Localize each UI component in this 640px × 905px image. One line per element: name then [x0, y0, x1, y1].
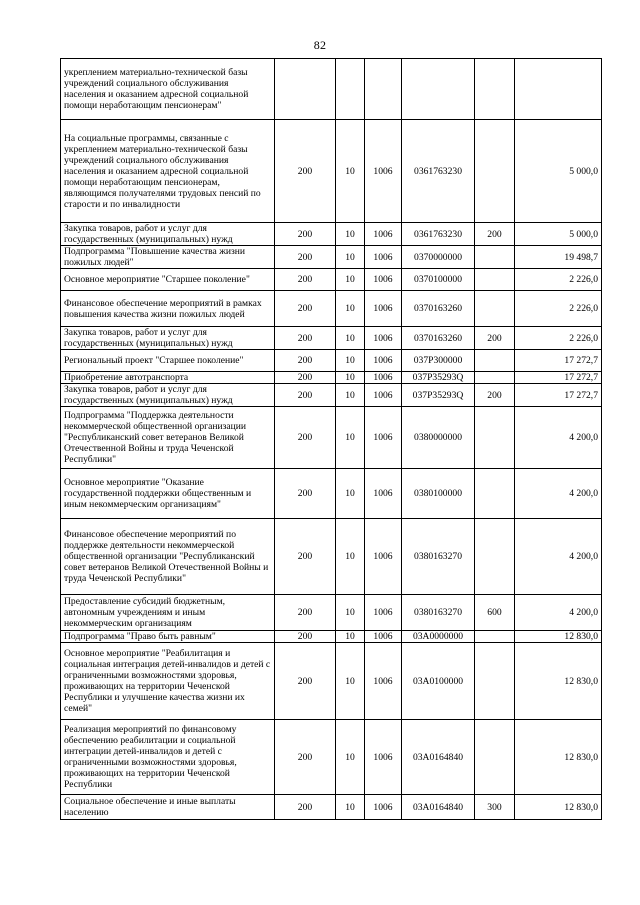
table-row: [61, 291, 602, 327]
cell-amount: 2 226,0: [515, 291, 602, 327]
cell-target-article: 0361763230: [402, 120, 475, 223]
cell-ministry-code: 200: [275, 327, 336, 350]
cell-section: 10: [336, 407, 365, 469]
cell-expense-type: [475, 469, 515, 519]
cell-ministry-code: 200: [275, 643, 336, 720]
cell-target-article: 0380000000: [402, 407, 475, 469]
cell-ministry-code: 200: [275, 407, 336, 469]
cell-section: [336, 59, 365, 120]
cell-subsection: [365, 59, 402, 120]
cell-expense-type: 200: [475, 223, 515, 246]
table-row: [61, 350, 602, 372]
cell-amount: 19 498,7: [515, 246, 602, 269]
cell-section: 10: [336, 269, 365, 291]
cell-section: 10: [336, 384, 365, 407]
cell-expense-type: [475, 246, 515, 269]
cell-subsection: 1006: [365, 720, 402, 795]
cell-subsection: 1006: [365, 327, 402, 350]
cell-ministry-code: 200: [275, 795, 336, 820]
cell-expense-type: 600: [475, 595, 515, 631]
cell-target-article: [402, 59, 475, 120]
table-row: [61, 384, 602, 407]
page-number: 82: [313, 38, 327, 52]
row-description: Подпрограмма "Право быть равным": [61, 631, 275, 643]
cell-expense-type: 200: [475, 384, 515, 407]
cell-target-article: 0370163260: [402, 327, 475, 350]
row-description: Закупка товаров, работ и услуг для государственных (муниципальных) нужд: [61, 223, 275, 246]
cell-section: 10: [336, 223, 365, 246]
row-description: Закупка товаров, работ и услуг для государственных (муниципальных) нужд: [61, 327, 275, 350]
cell-section: 10: [336, 795, 365, 820]
cell-amount: 12 830,0: [515, 720, 602, 795]
cell-amount: 17 272,7: [515, 350, 602, 372]
cell-ministry-code: 200: [275, 372, 336, 384]
cell-section: 10: [336, 720, 365, 795]
cell-expense-type: [475, 643, 515, 720]
table-row: [61, 643, 602, 720]
cell-amount: 4 200,0: [515, 519, 602, 595]
cell-expense-type: [475, 631, 515, 643]
cell-subsection: 1006: [365, 595, 402, 631]
cell-ministry-code: 200: [275, 350, 336, 372]
cell-subsection: 1006: [365, 350, 402, 372]
cell-amount: 12 830,0: [515, 643, 602, 720]
cell-ministry-code: 200: [275, 595, 336, 631]
cell-section: 10: [336, 291, 365, 327]
row-description: Региональный проект "Старшее поколение": [61, 350, 275, 372]
cell-ministry-code: 200: [275, 384, 336, 407]
cell-section: 10: [336, 120, 365, 223]
cell-subsection: 1006: [365, 269, 402, 291]
table-row: [61, 469, 602, 519]
cell-ministry-code: 200: [275, 519, 336, 595]
cell-amount: 2 226,0: [515, 269, 602, 291]
cell-ministry-code: 200: [275, 469, 336, 519]
cell-expense-type: [475, 120, 515, 223]
cell-subsection: 1006: [365, 223, 402, 246]
row-description: укреплением материально-технической базы учреждений социального обслуживания населения и оказанием адресной социальной помощи неработающим пенсионерам": [61, 59, 275, 120]
budget-table-body: [61, 59, 602, 820]
row-description: Социальное обеспечение и иные выплаты населению: [61, 795, 275, 820]
row-description: Приобретение автотранспорта: [61, 372, 275, 384]
row-description: Основное мероприятие "Старшее поколение": [61, 269, 275, 291]
table-row: [61, 246, 602, 269]
table-row: [61, 59, 602, 120]
cell-amount: 4 200,0: [515, 595, 602, 631]
cell-subsection: 1006: [365, 643, 402, 720]
cell-target-article: 0370100000: [402, 269, 475, 291]
cell-target-article: 037Р35293Q: [402, 384, 475, 407]
table-row: [61, 631, 602, 643]
cell-amount: [515, 59, 602, 120]
cell-expense-type: [475, 372, 515, 384]
row-description: Подпрограмма "Поддержка деятельности некоммерческой общественной организации "Республиканский совет ветеранов Великой Отечественной Войны и труда Чеченской Республики": [61, 407, 275, 469]
cell-subsection: 1006: [365, 372, 402, 384]
row-description: На социальные программы, связанные с укреплением материально-технической базы учреждений социального обслуживания населения и оказанием адресной социальной помощи неработающим пенсионерам, являющимся получателями трудовых пенсий по старости и по инвалидности: [61, 120, 275, 223]
row-description: Финансовое обеспечение мероприятий по поддержке деятельности некоммерческой общественной организации "Республиканский совет ветеранов Великой Отечественной Войны и труда Чеченской Республики": [61, 519, 275, 595]
row-description: Основное мероприятие "Реабилитация и социальная интеграция детей-инвалидов и детей с ограниченными возможностями здоровья, проживающих на территории Чеченской Республики и улучшение качества жизни их семей": [61, 643, 275, 720]
cell-section: 10: [336, 327, 365, 350]
cell-section: 10: [336, 595, 365, 631]
cell-subsection: 1006: [365, 519, 402, 595]
cell-target-article: 0370163260: [402, 291, 475, 327]
cell-amount: 12 830,0: [515, 631, 602, 643]
row-description: Предоставление субсидий бюджетным, автономным учреждениям и иным некоммерческим организациям: [61, 595, 275, 631]
cell-section: 10: [336, 372, 365, 384]
cell-section: 10: [336, 246, 365, 269]
table-row: [61, 519, 602, 595]
cell-expense-type: 200: [475, 327, 515, 350]
cell-target-article: 0380163270: [402, 595, 475, 631]
cell-expense-type: [475, 519, 515, 595]
cell-expense-type: 300: [475, 795, 515, 820]
table-row: [61, 223, 602, 246]
cell-subsection: 1006: [365, 384, 402, 407]
cell-amount: 5 000,0: [515, 120, 602, 223]
cell-ministry-code: [275, 59, 336, 120]
cell-ministry-code: 200: [275, 223, 336, 246]
cell-subsection: 1006: [365, 120, 402, 223]
cell-amount: 17 272,7: [515, 384, 602, 407]
cell-amount: 2 226,0: [515, 327, 602, 350]
row-description: Реализация мероприятий по финансовому обеспечению реабилитации и социальной интеграции детей-инвалидов и детей с ограниченными возможностями здоровья, проживающих на территории Чеченской Республики: [61, 720, 275, 795]
cell-subsection: 1006: [365, 246, 402, 269]
table-row: [61, 407, 602, 469]
table-row: [61, 269, 602, 291]
cell-section: 10: [336, 643, 365, 720]
cell-ministry-code: 200: [275, 120, 336, 223]
cell-subsection: 1006: [365, 407, 402, 469]
cell-ministry-code: 200: [275, 720, 336, 795]
table-row: [61, 327, 602, 350]
table-row: [61, 372, 602, 384]
row-description: Основное мероприятие "Оказание государственной поддержки общественным и иным некоммерческим организациям": [61, 469, 275, 519]
cell-amount: 4 200,0: [515, 469, 602, 519]
cell-target-article: 03А0164840: [402, 720, 475, 795]
row-description: Подпрограмма "Повышение качества жизни пожилых людей": [61, 246, 275, 269]
cell-target-article: 0370000000: [402, 246, 475, 269]
cell-expense-type: [475, 269, 515, 291]
budget-table: [60, 58, 602, 820]
cell-expense-type: [475, 350, 515, 372]
table-row: [61, 120, 602, 223]
table-row: [61, 720, 602, 795]
cell-expense-type: [475, 407, 515, 469]
cell-ministry-code: 200: [275, 291, 336, 327]
cell-ministry-code: 200: [275, 631, 336, 643]
cell-target-article: 0380100000: [402, 469, 475, 519]
cell-amount: 5 000,0: [515, 223, 602, 246]
cell-amount: 17 272,7: [515, 372, 602, 384]
cell-section: 10: [336, 631, 365, 643]
cell-target-article: 0361763230: [402, 223, 475, 246]
cell-amount: 4 200,0: [515, 407, 602, 469]
cell-ministry-code: 200: [275, 246, 336, 269]
cell-target-article: 03А0164840: [402, 795, 475, 820]
cell-target-article: 037Р300000: [402, 350, 475, 372]
cell-target-article: 03А0100000: [402, 643, 475, 720]
table-row: [61, 595, 602, 631]
row-description: Закупка товаров, работ и услуг для государственных (муниципальных) нужд: [61, 384, 275, 407]
cell-subsection: 1006: [365, 469, 402, 519]
cell-target-article: 0380163270: [402, 519, 475, 595]
row-description: Финансовое обеспечение мероприятий в рамках повышения качества жизни пожилых людей: [61, 291, 275, 327]
cell-subsection: 1006: [365, 291, 402, 327]
cell-expense-type: [475, 291, 515, 327]
cell-section: 10: [336, 469, 365, 519]
cell-target-article: 037Р35293Q: [402, 372, 475, 384]
cell-section: 10: [336, 519, 365, 595]
cell-target-article: 03А0000000: [402, 631, 475, 643]
cell-expense-type: [475, 59, 515, 120]
table-row: [61, 795, 602, 820]
cell-subsection: 1006: [365, 795, 402, 820]
cell-ministry-code: 200: [275, 269, 336, 291]
cell-expense-type: [475, 720, 515, 795]
cell-subsection: 1006: [365, 631, 402, 643]
cell-section: 10: [336, 350, 365, 372]
cell-amount: 12 830,0: [515, 795, 602, 820]
